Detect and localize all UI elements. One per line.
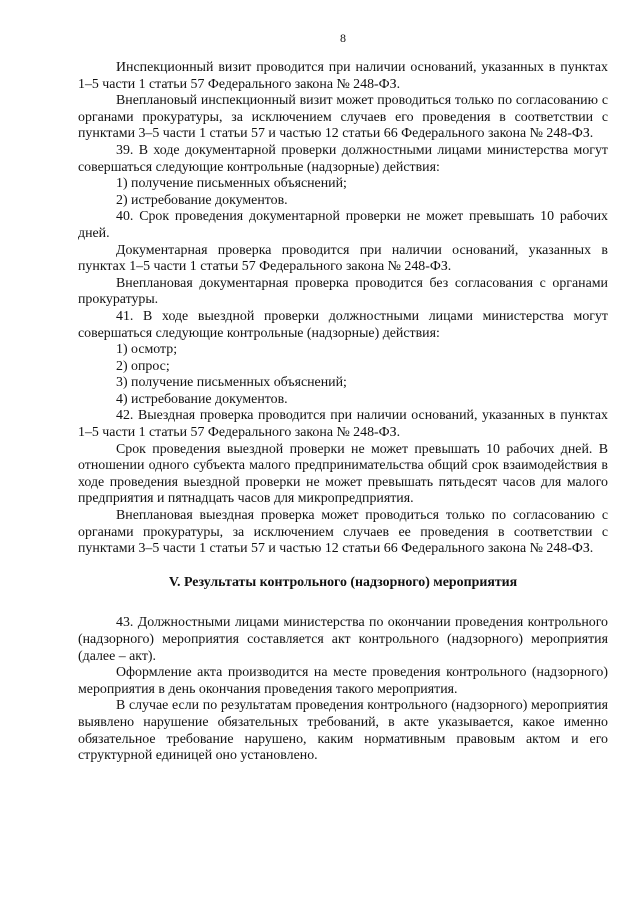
document-body-after <box>78 615 608 764</box>
paragraph: Инспекционный визит проводится при наличии оснований, указанных в пунктах 1–5 части 1 статьи 57 Федерального закона № 248-ФЗ. <box>78 60 608 92</box>
paragraph: Внеплановая документарная проверка проводится без согласования с органами прокуратуры. <box>78 275 608 308</box>
section-title: V. Результаты контрольного (надзорного) мероприятия <box>168 574 518 590</box>
paragraph: 43. Должностными лицами министерства по окончании проведения контрольного (надзорного) мероприятия составляется акт контрольного (надзорного) мероприятия (далее – акт). <box>78 615 608 664</box>
page-number: 8 <box>340 31 346 45</box>
document-body-before <box>78 60 608 558</box>
paragraph: Внеплановый инспекционный визит может проводиться только по согласованию с органами прокуратуры, за исключением случаев его проведения в соответствии с пунктами 3–5 части 1 статьи 57 и частью 12 статьи 66 Федерального закона № 248-ФЗ. <box>78 93 608 142</box>
paragraph: 40. Срок проведения документарной проверки не может превышать 10 рабочих дней. <box>78 209 608 241</box>
paragraph: Документарная проверка проводится при наличии оснований, указанных в пунктах 1–5 части 1 статьи 57 Федерального закона № 248-ФЗ. <box>78 242 608 275</box>
paragraph: Оформление акта производится на месте проведения контрольного (надзорного) мероприятия в день окончания проведения такого мероприятия. <box>78 665 608 697</box>
paragraph: 39. В ходе документарной проверки должностными лицами министерства могут совершаться следующие контрольные (надзорные) действия: <box>78 142 608 175</box>
paragraph: 41. В ходе выездной проверки должностными лицами министерства могут совершаться следующие контрольные (надзорные) действия: <box>78 308 608 341</box>
list-item: 1) осмотр; <box>116 342 178 358</box>
list-item: 4) истребование документов. <box>116 391 288 407</box>
list-item: 3) получение письменных объяснений; <box>116 375 347 391</box>
paragraph: Срок проведения выездной проверки не может превышать 10 рабочих дней. В отношении одного субъекта малого предпринимательства общий срок взаимодействия в ходе проведения выездной проверки не может превышать пятьдесят часов для малого предприятия и пятнадцать часов для микропредприятия. <box>78 441 608 507</box>
paragraph: В случае если по результатам проведения контрольного (надзорного) мероприятия выявлено нарушение обязательных требований, в акте указывается, какое именно обязательное требование нарушено, каким нормативным правовым актом и его структурной единицей оно установлено. <box>78 698 608 764</box>
paragraph: Внеплановая выездная проверка может проводиться только по согласованию с органами прокуратуры, за исключением случаев ее проведения в соответствии с пунктами 3–5 части 1 статьи 57 и частью 12 статьи 66 Федерального закона № 248-ФЗ. <box>78 508 608 557</box>
list-item: 2) опрос; <box>116 358 170 374</box>
list-item: 2) истребование документов. <box>116 192 288 208</box>
document-page <box>78 30 608 765</box>
list-item: 1) получение письменных объяснений; <box>116 176 347 192</box>
paragraph: 42. Выездная проверка проводится при наличии оснований, указанных в пунктах 1–5 части 1 статьи 57 Федерального закона № 248-ФЗ. <box>78 408 608 441</box>
